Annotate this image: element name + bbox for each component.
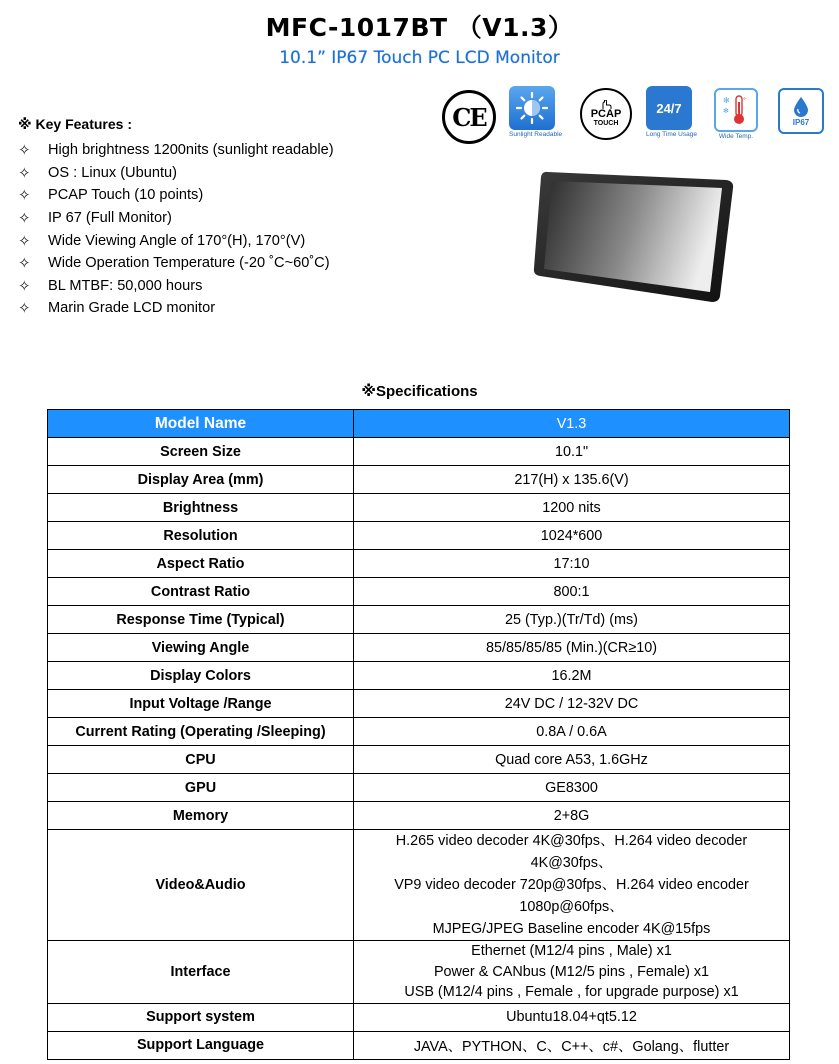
wide-temp-badge: ✻ ✻ ° Wide Temp.	[714, 88, 758, 140]
feature-item: ✧ High brightness 1200nits (sunlight readable)	[18, 142, 334, 160]
table-row: Input Voltage /Range 24V DC / 12-32V DC	[48, 690, 790, 718]
sunlight-readable-badge: Sunlight Readable	[509, 86, 562, 138]
feature-item: ✧ OS : Linux (Ubuntu)	[18, 164, 177, 182]
table-row-interface: Interface Ethernet (M12/4 pins , Male) x1 Power & CANbus (M12/5 pins , Female) x1 USB (M12/4 pins , Female , for upgrade purpose) x1	[48, 941, 790, 1004]
table-row: Viewing Angle 85/85/85/85 (Min.)(CR≥10)	[48, 634, 790, 662]
long-time-usage-badge: 24/7 Long Time Usage	[646, 86, 697, 138]
table-row: GPU GE8300	[48, 774, 790, 802]
sun-icon	[509, 86, 555, 130]
bullet-icon: ✧	[18, 255, 31, 273]
bullet-icon: ✧	[18, 142, 31, 160]
svg-text:✻: ✻	[723, 96, 730, 105]
svg-text:✻: ✻	[723, 107, 729, 115]
bullet-icon: ✧	[18, 277, 31, 295]
table-header-row	[48, 410, 790, 438]
table-row: Display Colors 16.2M	[48, 662, 790, 690]
table-row: Current Rating (Operating /Sleeping) 0.8A / 0.6A	[48, 718, 790, 746]
features-heading: ※ Key Features :	[18, 116, 132, 132]
certification-icons	[442, 86, 828, 146]
bullet-icon: ✧	[18, 210, 31, 228]
interface-value: Ethernet (M12/4 pins , Male) x1 Power & CANbus (M12/5 pins , Female) x1 USB (M12/4 pins , Female , for upgrade purpose) x1	[354, 941, 790, 1004]
thermometer-icon	[714, 88, 758, 132]
specifications-heading: ※Specifications	[361, 383, 478, 400]
ce-mark-icon: CE	[442, 90, 496, 144]
feature-item: ✧ BL MTBF: 50,000 hours	[18, 277, 203, 295]
feature-item: ✧ PCAP Touch (10 points)	[18, 187, 204, 205]
table-row: Response Time (Typical) 25 (Typ.)(Tr/Td) (ms)	[48, 606, 790, 634]
feature-item: ✧ Marin Grade LCD monitor	[18, 300, 216, 318]
video-audio-value: H.265 video decoder 4K@30fps、H.264 video decoder 4K@30fps、 VP9 video decoder 720p@30fps、H.264 video encoder 1080p@60fps、 MJPEG/JPEG Baseline encoder 4K@15fps	[354, 830, 790, 941]
bullet-icon: ✧	[18, 300, 31, 318]
features-list	[18, 139, 334, 320]
24-7-icon: 24/7	[646, 86, 692, 130]
water-drop-icon	[792, 96, 810, 118]
table-row: Aspect Ratio 17:10	[48, 550, 790, 578]
table-row: Support system Ubuntu18.04+qt5.12	[48, 1003, 790, 1031]
bullet-icon: ✧	[18, 164, 31, 182]
feature-item: ✧ IP 67 (Full Monitor)	[18, 210, 172, 228]
table-row-video-audio: Video&Audio H.265 video decoder 4K@30fps、H.264 video decoder 4K@30fps、 VP9 video decoder 720p@30fps、H.264 video encoder 1080p@60fps、 MJPEG/JPEG Baseline encoder 4K@15fps	[48, 830, 790, 941]
page-title: MFC-1017BT （V1.3）	[265, 13, 574, 42]
specifications-table	[47, 409, 790, 1060]
pcap-touch-badge: PCAP TOUCH	[580, 88, 632, 140]
bullet-icon: ✧	[18, 187, 31, 205]
svg-text:°: °	[743, 97, 746, 104]
table-row: Screen Size 10.1"	[48, 438, 790, 466]
bullet-icon: ✧	[18, 232, 31, 250]
table-row: Memory 2+8G	[48, 802, 790, 830]
monitor-image	[528, 168, 738, 311]
page-subtitle: 10.1” IP67 Touch PC LCD Monitor	[279, 48, 560, 68]
table-row: Brightness 1200 nits	[48, 494, 790, 522]
table-row: Display Area (mm) 217(H) x 135.6(V)	[48, 466, 790, 494]
model-name-value: V1.3	[354, 410, 790, 438]
table-row: Contrast Ratio 800:1	[48, 578, 790, 606]
table-row: Resolution 1024*600	[48, 522, 790, 550]
table-row: CPU Quad core A53, 1.6GHz	[48, 746, 790, 774]
model-name-label: Model Name	[48, 410, 354, 438]
feature-item: ✧ Wide Operation Temperature (-20 ˚C~60˚C)	[18, 255, 330, 273]
table-row: Support Language JAVA、PYTHON、C、C++、c#、Golang、flutter	[48, 1031, 790, 1059]
feature-item: ✧ Wide Viewing Angle of 170°(H), 170°(V)	[18, 232, 306, 250]
ip67-badge: IP67	[778, 88, 824, 134]
